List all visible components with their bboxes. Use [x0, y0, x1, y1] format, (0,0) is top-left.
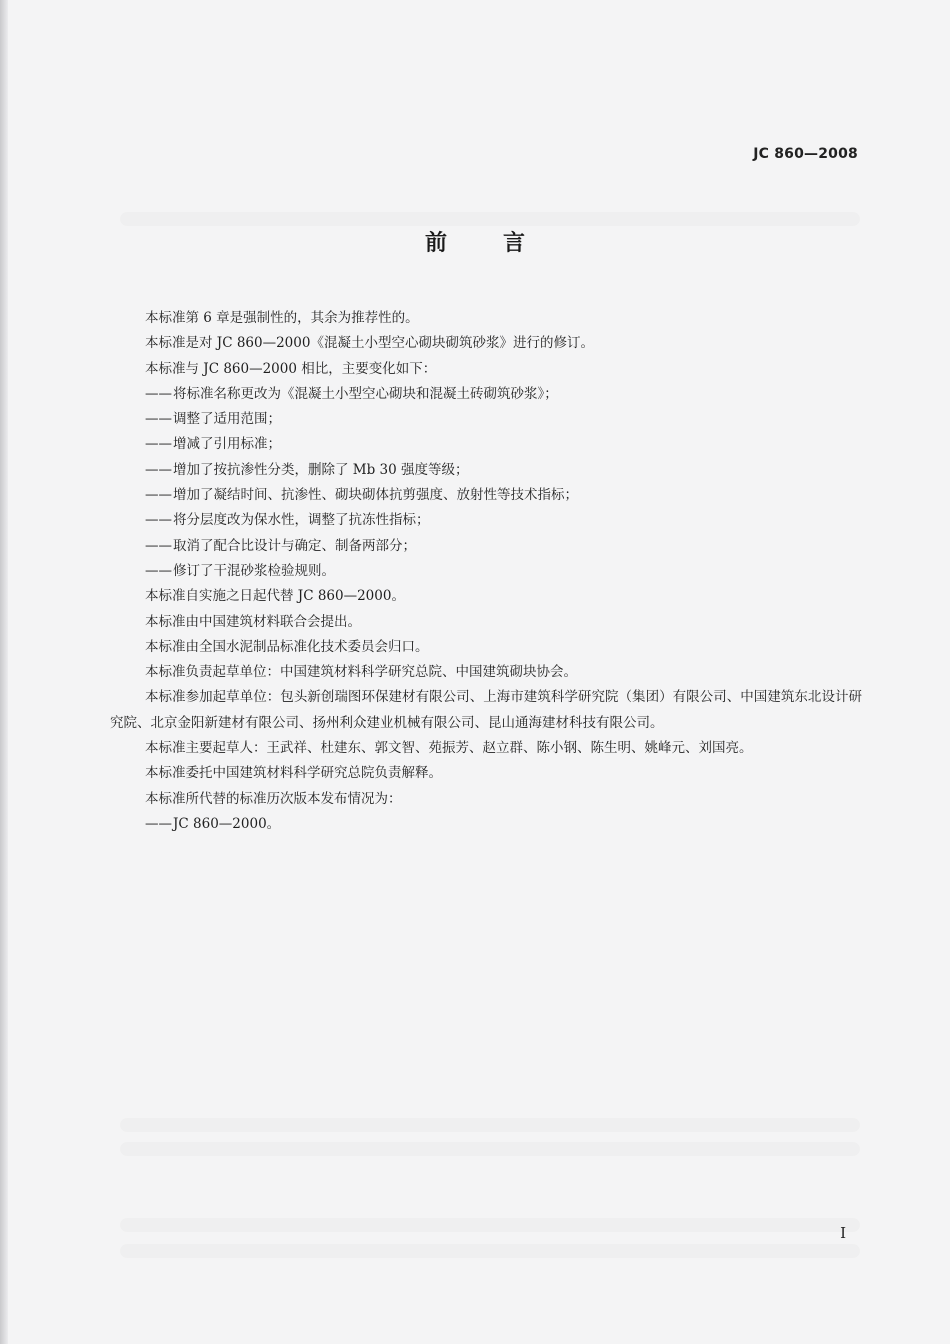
change-list-item: [110, 458, 862, 483]
show-through-shadow: [120, 1244, 860, 1258]
show-through-shadow: [120, 1142, 860, 1156]
paragraph: 本标准委托中国建筑材料科学研究总院负责解释。: [145, 765, 442, 782]
change-list-item: [110, 559, 862, 584]
change-list-item: [110, 483, 862, 508]
participants-paragraph: 本标准参加起草单位：包头新创瑞图环保建材有限公司、上海市建筑科学研究院（集团）有限公司、中国建筑东北设计研究院、北京金阳新建材有限公司、扬州利众建业机械有限公司、昆山通海建材科技有限公司。: [110, 689, 862, 731]
dash-marker: ——: [145, 436, 172, 453]
page-binding-edge: [0, 0, 8, 1344]
paragraph: 本标准主要起草人：王武祥、杜建东、郭文智、苑振芳、赵立群、陈小钢、陈生明、姚峰元、刘国亮。: [145, 740, 753, 757]
paragraph: 本标准由全国水泥制品标准化技术委员会归口。: [145, 638, 429, 655]
history-list-item: [110, 812, 862, 837]
history-text: JC 860—2000。: [173, 815, 281, 832]
paragraph: 本标准负责起草单位：中国建筑材料科学研究总院、中国建筑砌块协会。: [145, 664, 577, 681]
dash-marker: ——: [145, 537, 172, 554]
change-text: 增加了凝结时间、抗渗性、砌块砌体抗剪强度、放射性等技术指标；: [173, 487, 578, 504]
paragraph: 本标准第 6 章是强制性的，其余为推荐性的。: [145, 310, 419, 326]
paragraph: 本标准由中国建筑材料联合会提出。: [145, 613, 361, 630]
change-text: 调整了适用范围；: [173, 411, 281, 428]
dash-marker: ——: [145, 512, 172, 529]
dash-marker: ——: [145, 385, 172, 402]
foreword-body: [110, 306, 862, 837]
change-text: 增减了引用标准；: [173, 436, 281, 453]
dash-marker: ——: [145, 815, 172, 832]
change-list-item: [110, 534, 862, 559]
paragraph: 本标准自实施之日起代替 JC 860—2000。: [145, 588, 405, 605]
change-list-item: [110, 382, 862, 407]
change-list-item: [110, 432, 862, 457]
paragraph: 本标准与 JC 860—2000 相比，主要变化如下：: [145, 360, 437, 377]
dash-marker: ——: [145, 562, 172, 579]
change-text: 将分层度改为保水性，调整了抗冻性指标；: [173, 512, 430, 529]
change-text: 增加了按抗渗性分类，删除了 Mb 30 强度等级；: [173, 461, 469, 478]
page-number: I: [840, 1224, 846, 1242]
change-list-item: [110, 508, 862, 533]
paragraph: 本标准所代替的标准历次版本发布情况为：: [145, 790, 402, 807]
change-text: 取消了配合比设计与确定、制备两部分；: [173, 537, 416, 554]
dash-marker: ——: [145, 411, 172, 428]
change-text: 修订了干混砂浆检验规则。: [173, 562, 335, 579]
change-list-item: [110, 407, 862, 432]
show-through-shadow: [120, 1218, 860, 1232]
show-through-shadow: [120, 212, 860, 226]
dash-marker: ——: [145, 461, 172, 478]
page-title: 前言: [424, 231, 581, 256]
paragraph: 本标准是对 JC 860—2000《混凝土小型空心砌块砌筑砂浆》进行的修订。: [145, 335, 594, 352]
change-text: 将标准名称更改为《混凝土小型空心砌块和混凝土砖砌筑砂浆》；: [173, 385, 558, 402]
show-through-shadow: [120, 1118, 860, 1132]
document-code: JC 860—2008: [753, 146, 858, 162]
dash-marker: ——: [145, 487, 172, 504]
